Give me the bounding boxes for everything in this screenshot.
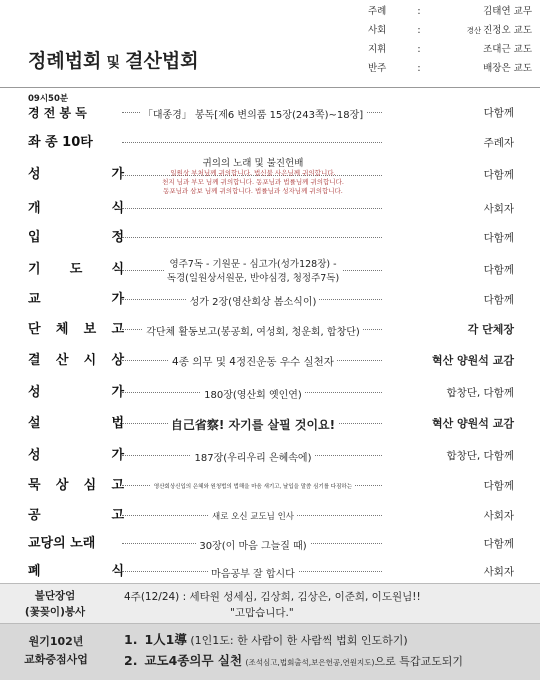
program-responsible: 다함께 bbox=[483, 264, 514, 276]
program-row-anthem bbox=[0, 284, 540, 316]
refuge-line: 동포님과 삼보 님께 귀의합니다. 법률님과 성자님께 귀의합니다. bbox=[163, 186, 343, 195]
program-row-hymn-refuge bbox=[0, 155, 540, 195]
flower-service-volunteers: 4주(12/24) : 세타원 성세심, 김상희, 김상은, 이준희, 이도원님!! bbox=[124, 591, 421, 603]
program-content-2: 독경(일원상서원문, 반야심경, 청정주7독) bbox=[164, 270, 342, 284]
role-row-presider: 주례 : 김태연 교무 bbox=[362, 2, 534, 21]
program-row-prayer bbox=[0, 252, 540, 288]
program-responsible: 사회자 bbox=[483, 203, 514, 215]
program-row-group-reports bbox=[0, 314, 540, 346]
program-item: 교 가 bbox=[28, 292, 124, 307]
program-item: 기 도 식 bbox=[28, 262, 124, 277]
program-responsible: 다함께 bbox=[483, 480, 514, 492]
role-row-accompanist: 반주 : 배장은 교도 bbox=[362, 59, 534, 78]
program-content: 마음공부 잘 합시다 bbox=[208, 565, 298, 580]
title-and: 및 bbox=[106, 55, 121, 71]
program-item: 개 식 bbox=[28, 201, 124, 216]
role-name: 조대근 교도 bbox=[483, 44, 532, 55]
program-content: 성가 2장(영산회상 봄소식이) bbox=[187, 293, 320, 308]
refuge-line: 천지 님과 부모 님께 귀의합니다. 동포님과 법률님께 귀의합니다. bbox=[162, 177, 344, 186]
officiants-list bbox=[362, 2, 534, 78]
program-content: 귀의의 노래 및 불진헌배 bbox=[200, 155, 307, 169]
program-item: 성 가 bbox=[28, 167, 124, 182]
focus-goal-2: 2. 교도4종의무 실천 (조석심고,법회출석,보은헌공,연원지도)으로 특갑교도되기 bbox=[124, 653, 463, 668]
program-item: 교당의 노래 bbox=[28, 536, 96, 551]
program-responsible: 사회자 bbox=[483, 566, 514, 578]
role-row-host: 사회 : 경산 진정오 교도 bbox=[362, 21, 534, 40]
program-row-awards bbox=[0, 345, 540, 377]
program-item: 결 산 시 상 bbox=[28, 353, 124, 368]
focus-projects-box bbox=[0, 623, 540, 680]
program-row-opening bbox=[0, 193, 540, 225]
program-item: 설 법 bbox=[28, 416, 124, 431]
program-row-sermon bbox=[0, 408, 540, 440]
goal-detail: (1인1도: 한 사람이 한 사람씩 법회 인도하기) bbox=[190, 634, 408, 647]
role-label: 주례 bbox=[368, 6, 387, 17]
refuge-line: 일원상 부처님께 귀의합니다. 법신불 사은님께 귀의합니다. bbox=[170, 168, 336, 177]
flower-service-box bbox=[0, 583, 540, 624]
program-item: 공 고 bbox=[28, 508, 124, 523]
role-name: 김태연 교무 bbox=[483, 6, 532, 17]
role-row-conductor: 지휘 : 조대근 교도 bbox=[362, 40, 534, 59]
program-responsible: 다함께 bbox=[483, 169, 514, 181]
divider bbox=[0, 87, 540, 88]
title-main: 정례법회 bbox=[28, 50, 102, 72]
flower-service-label: 불단장엄 (꽃꽂이)봉사 bbox=[24, 590, 86, 618]
role-label: 사회 bbox=[368, 25, 387, 36]
program-item: 묵 상 심 고 bbox=[28, 478, 124, 493]
role-label: 반주 bbox=[368, 63, 387, 74]
program-row-silent-prayer bbox=[0, 470, 540, 502]
program-item: 단 체 보 고 bbox=[28, 322, 124, 337]
program-item: 입 정 bbox=[28, 230, 124, 245]
program-row-hymn-180 bbox=[0, 377, 540, 409]
program-item: 폐 식 bbox=[28, 564, 124, 579]
program-item: 경 전 봉 독 bbox=[28, 106, 87, 120]
program-content: 187장(우리우리 은혜속에) bbox=[191, 449, 314, 464]
program-row-hymn-187 bbox=[0, 440, 540, 472]
program-content: 「대종경」 봉독[제6 변의품 15장(243쪽)~18장] bbox=[140, 106, 366, 121]
goal-detail: 으로 특갑교도되기 bbox=[374, 655, 463, 668]
program-item: 성 가 bbox=[28, 385, 124, 400]
role-prefix: 경산 bbox=[466, 26, 482, 35]
program-row-scripture bbox=[0, 97, 540, 129]
program-item: 좌 종 10타 bbox=[28, 135, 93, 150]
program-content: 영주7독 - 기원문 - 심고가(성가128장) - bbox=[166, 256, 339, 270]
goal-main: 교도4종의무 실천 bbox=[144, 653, 243, 668]
program-responsible: 사회자 bbox=[483, 510, 514, 522]
program-responsible: 다함께 bbox=[483, 294, 514, 306]
program-responsible: 주례자 bbox=[483, 137, 514, 149]
program-content: 각단체 활동보고(봉공회, 여성회, 청운회, 합창단) bbox=[143, 323, 363, 338]
focus-projects-label: 원기102년 교화중점사업 bbox=[24, 635, 88, 666]
program-item: 성 가 bbox=[28, 448, 124, 463]
title-sub: 결산법회 bbox=[125, 50, 199, 72]
program-responsible: 혁산 양원석 교감 bbox=[431, 354, 514, 367]
program-responsible: 합창단, 다함께 bbox=[446, 387, 514, 399]
program-responsible: 합창단, 다함께 bbox=[446, 450, 514, 462]
dotted-leader bbox=[122, 142, 382, 143]
thanks-text: "고맙습니다." bbox=[230, 607, 294, 619]
program-content: 4종 의무 및 4정진운동 우수 실천자 bbox=[169, 354, 337, 369]
program-row-meditation bbox=[0, 222, 540, 254]
program-responsible: 다함께 bbox=[483, 107, 514, 119]
program-content: 새로 오신 교도님 인사 bbox=[209, 510, 297, 522]
start-time: 09시50분 bbox=[28, 94, 69, 104]
page-title bbox=[28, 46, 199, 73]
role-name: 배장은 교도 bbox=[483, 63, 532, 74]
dotted-leader bbox=[122, 208, 382, 209]
program-content: 영산회상신입의 은혜와 원청법의 법해을 마음 새기고, 날입을 말씀 심기를 다짐하는 bbox=[151, 482, 355, 490]
focus-goal-1: 1. 1人1導 (1인1도: 한 사람이 한 사람씩 법회 인도하기) bbox=[124, 632, 408, 647]
program-responsible: 다함께 bbox=[483, 232, 514, 244]
program-content: 180장(영산회 옛인연) bbox=[201, 386, 305, 401]
sermon-title: 自己省察! 자기를 살필 것이요! bbox=[168, 416, 338, 433]
dotted-leader bbox=[122, 237, 382, 238]
program-responsible: 혁산 양원석 교감 bbox=[431, 417, 514, 430]
goal-small: (조석심고,법회출석,보은헌공,연원지도) bbox=[245, 658, 375, 667]
role-name: 진정오 교도 bbox=[483, 25, 532, 36]
program-responsible: 각 단체장 bbox=[467, 323, 514, 336]
program-responsible: 다함께 bbox=[483, 538, 514, 550]
role-label: 지휘 bbox=[368, 44, 387, 55]
goal-main: 1人1導 bbox=[144, 632, 187, 647]
program-content: 30장(이 마음 그늘질 때) bbox=[196, 537, 309, 552]
